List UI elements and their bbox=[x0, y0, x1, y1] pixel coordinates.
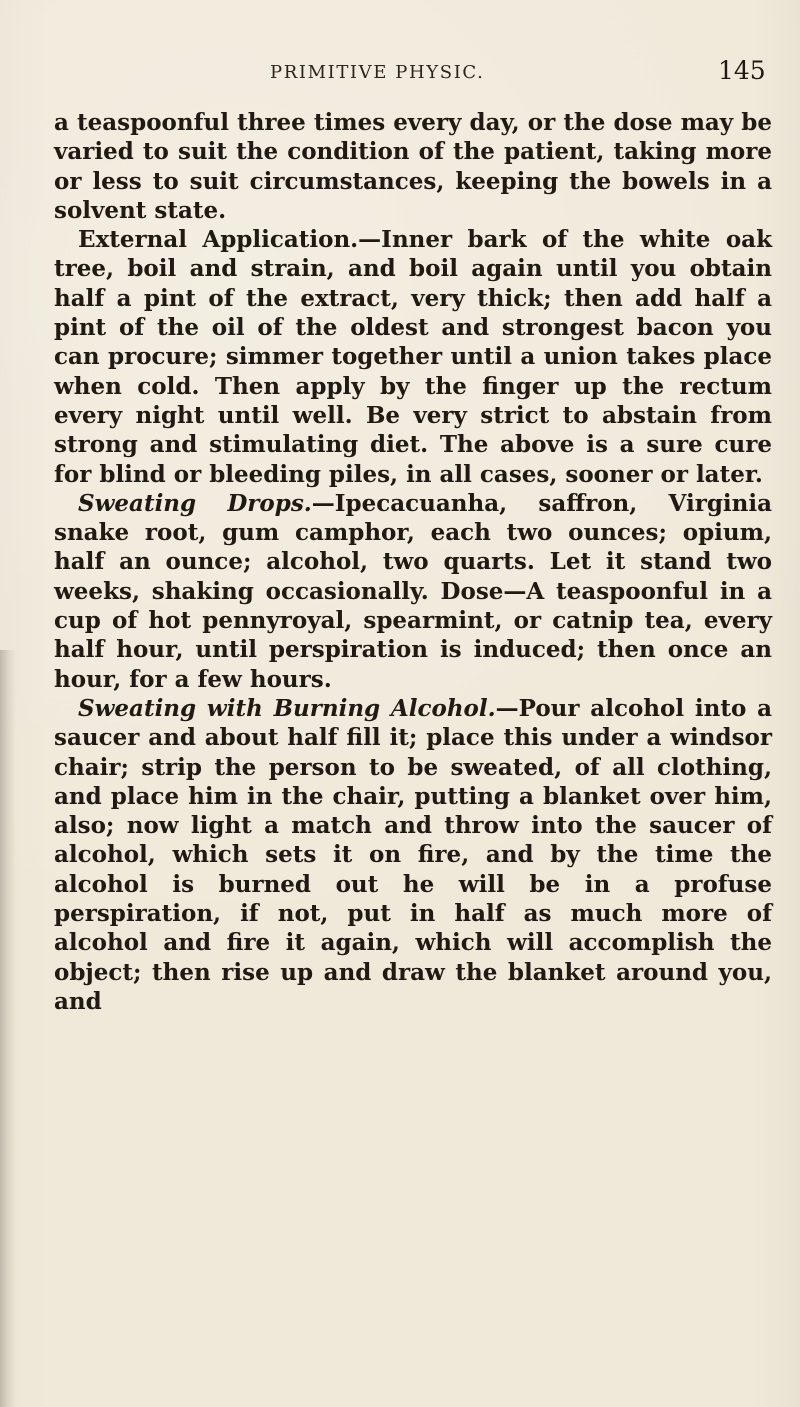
continued-paragraph: a teaspoonful three times every day, or the dose may be varied to suit the condition of the patient, taking more or less to suit circumstances, keeping the bowels in a solvent state. bbox=[54, 109, 772, 224]
sweating-alcohol-paragraph bbox=[54, 694, 772, 1016]
page-header bbox=[0, 50, 800, 90]
page-content bbox=[54, 108, 772, 1016]
sweating-drops-text: —Ipecacuanha, saffron, Virginia snake root, gum camphor, each two ounces; opium, half an ounce; alcohol, two quarts. Let it stand two weeks, shaking occasionally. Dose—A teaspoonful in a cup of hot pennyroyal, spearmint, or catnip tea, every half hour, until perspiration is induced; then once an hour, for a few hours. bbox=[54, 489, 772, 693]
sweating-drops-heading: Sweating Drops. bbox=[78, 489, 312, 517]
sweating-drops-paragraph bbox=[54, 489, 772, 694]
page-number: 145 bbox=[718, 56, 766, 85]
external-application-paragraph: External Application.—Inner bark of the white oak tree, boil and strain, and boil again until you obtain half a pint of the extract, very thick; then add half a pint of the oil of the oldest and strongest bacon you can procure; simmer together until a union takes place when cold. Then apply by the finger up the rectum every night until well. Be very strict to abstain from strong and stimulating diet. The above is a sure cure for blind or bleeding piles, in all cases, sooner or later. bbox=[54, 226, 772, 488]
sweating-alcohol-heading: Sweating with Burning Alcohol. bbox=[78, 694, 496, 722]
running-head: PRIMITIVE PHYSIC. bbox=[270, 62, 485, 83]
sweating-alcohol-text: —Pour alcohol into a saucer and about half fill it; place this under a windsor chair; strip the person to be sweated, of all clothing, and place him in the chair, putting a blanket over him, also; now light a match and throw into the saucer of alcohol, which sets it on fire, and by the time the alcohol is burned out he will be in a profuse perspiration, if not, put in half as much more of alcohol and fire it again, which will accomplish the object; then rise up and draw the blanket around you, and bbox=[54, 694, 773, 1015]
page-binding-shadow bbox=[0, 650, 16, 1407]
